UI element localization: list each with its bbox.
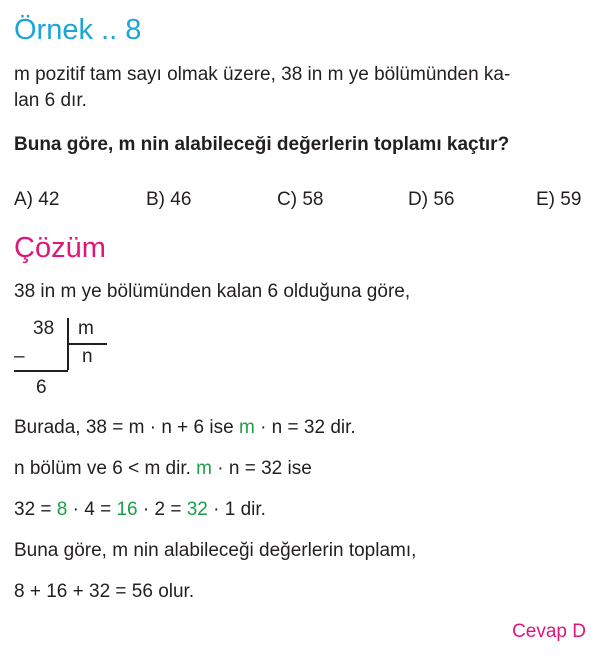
option-c: C) 58 <box>277 189 324 210</box>
option-a: A) 42 <box>14 189 60 210</box>
solution-line-2: n bölüm ve 6 < m dir. m · n = 32 ise <box>14 458 312 479</box>
division-divisor-line <box>67 343 107 345</box>
question-line-2: lan 6 dır. <box>14 90 87 111</box>
solution-line-5: 8 + 16 + 32 = 56 olur. <box>14 581 195 602</box>
solution-title: Çözüm <box>14 232 106 264</box>
division-minus: – <box>14 346 25 367</box>
question-prompt: Buna göre, m nin alabileceği değerlerin toplamı kaçtır? <box>14 134 510 155</box>
option-e: E) 59 <box>536 189 582 210</box>
division-remainder: 6 <box>36 377 47 398</box>
solution-line-3: 32 = 8 · 4 = 16 · 2 = 32 · 1 dir. <box>14 499 266 520</box>
division-quotient: n <box>82 346 93 367</box>
solution-line-4: Buna göre, m nin alabileceği değerlerin toplamı, <box>14 540 417 561</box>
division-dividend: 38 <box>33 318 55 339</box>
example-title: Örnek .. 8 <box>14 14 142 46</box>
solution-line-1: Burada, 38 = m · n + 6 ise m · n = 32 dir. <box>14 417 356 438</box>
division-subtract-line <box>14 370 68 372</box>
division-divisor: m <box>78 318 94 339</box>
option-d: D) 56 <box>408 189 455 210</box>
answer-label: Cevap D <box>512 621 586 642</box>
question-line-1: m pozitif tam sayı olmak üzere, 38 in m ye bölümünden ka- <box>14 64 511 85</box>
option-b: B) 46 <box>146 189 192 210</box>
solution-intro: 38 in m ye bölümünden kalan 6 olduğuna göre, <box>14 281 411 302</box>
